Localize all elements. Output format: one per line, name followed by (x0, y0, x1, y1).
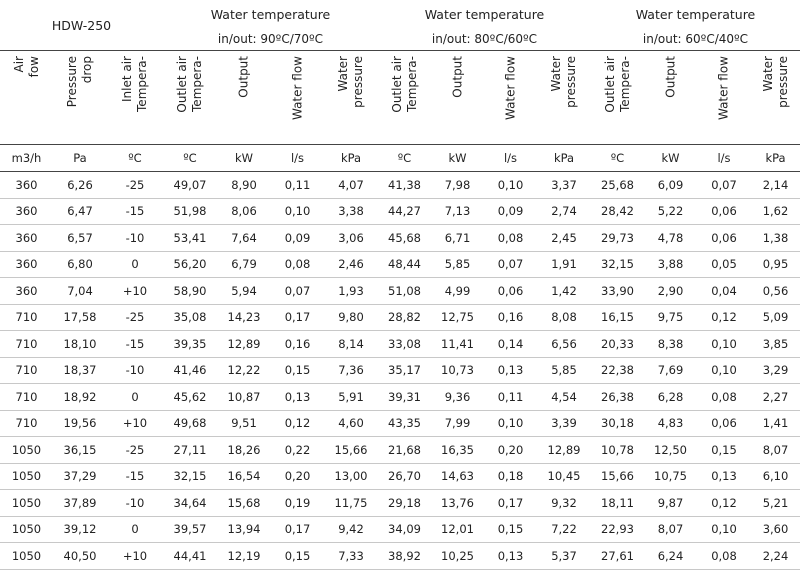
column-header-label: Water pressure (336, 55, 365, 108)
table-cell: 9,36 (431, 384, 484, 411)
table-cell: 27,11 (163, 437, 217, 464)
table-cell: 0,08 (484, 225, 537, 252)
table-cell: 0,11 (484, 384, 537, 411)
table-row (0, 490, 800, 517)
table-cell: 0,95 (751, 251, 800, 278)
table-cell: 12,89 (537, 437, 591, 464)
table-cell: 1,93 (324, 278, 378, 305)
table-cell: 0,15 (697, 437, 751, 464)
table-cell: 8,07 (751, 437, 800, 464)
table-cell: 360 (0, 251, 53, 278)
table-cell: 0,08 (697, 384, 751, 411)
table-cell: 12,50 (644, 437, 697, 464)
table-cell: 710 (0, 304, 53, 331)
table-cell: 27,61 (591, 543, 644, 570)
column-header-label: Water flow (290, 55, 304, 120)
column-header (163, 51, 217, 145)
column-header-label: Outlet air Tempera- (389, 55, 419, 113)
table-cell: 18,10 (53, 331, 107, 358)
table-cell: 18,11 (591, 490, 644, 517)
unit-cell: kW (217, 145, 271, 172)
table-cell: 7,04 (53, 278, 107, 305)
table-cell: -15 (107, 463, 163, 490)
table-cell: 0,18 (484, 463, 537, 490)
group-subtitle-3: in/out: 60ºC/40ºC (591, 28, 800, 51)
table-cell: 0,13 (484, 357, 537, 384)
table-cell: 0,17 (271, 516, 324, 543)
column-header-label: Outlet air Tempera- (602, 55, 632, 113)
group-subtitle-2: in/out: 80ºC/60ºC (378, 28, 591, 51)
table-cell: 6,26 (53, 172, 107, 199)
table-cell: 16,54 (217, 463, 271, 490)
table-cell: 1050 (0, 516, 53, 543)
table-row (0, 410, 800, 437)
column-header (751, 51, 800, 145)
table-cell: 0,12 (271, 410, 324, 437)
table-cell: 0,10 (697, 357, 751, 384)
table-cell: 0,08 (271, 251, 324, 278)
table-row (0, 225, 800, 252)
column-header (644, 51, 697, 145)
table-cell: 0,12 (697, 490, 751, 517)
table-cell: 2,90 (644, 278, 697, 305)
table-cell: 1050 (0, 437, 53, 464)
table-cell: 6,57 (53, 225, 107, 252)
table-cell: 53,41 (163, 225, 217, 252)
table-cell: 58,90 (163, 278, 217, 305)
column-header (107, 51, 163, 145)
table-cell: 0,06 (697, 410, 751, 437)
column-header-label: Output (450, 55, 464, 98)
table-cell: 9,42 (324, 516, 378, 543)
table-cell: 26,38 (591, 384, 644, 411)
table-cell: 5,09 (751, 304, 800, 331)
table-cell: 8,90 (217, 172, 271, 199)
table-cell: 3,39 (537, 410, 591, 437)
table-cell: 6,24 (644, 543, 697, 570)
table-cell: 10,45 (537, 463, 591, 490)
table-cell: 38,92 (378, 543, 431, 570)
table-cell: 0 (107, 251, 163, 278)
table-cell: 41,38 (378, 172, 431, 199)
table-cell: 12,89 (217, 331, 271, 358)
table-cell: 3,85 (751, 331, 800, 358)
table-cell: 710 (0, 331, 53, 358)
table-cell: 0,20 (271, 463, 324, 490)
group-subtitle-1: in/out: 90ºC/70ºC (163, 28, 378, 51)
table-cell: 2,74 (537, 198, 591, 225)
table-cell: +10 (107, 410, 163, 437)
table-cell: 710 (0, 410, 53, 437)
table-cell: 0,11 (271, 172, 324, 199)
table-cell: 2,24 (751, 543, 800, 570)
table-cell: 8,14 (324, 331, 378, 358)
table-cell: 51,98 (163, 198, 217, 225)
table-cell: 13,00 (324, 463, 378, 490)
table-cell: 0,09 (484, 198, 537, 225)
table-cell: 5,21 (751, 490, 800, 517)
table-cell: 6,47 (53, 198, 107, 225)
table-cell: 4,83 (644, 410, 697, 437)
table-cell: 1,42 (537, 278, 591, 305)
table-cell: 4,78 (644, 225, 697, 252)
table-cell: 7,36 (324, 357, 378, 384)
table-cell: 1,62 (751, 198, 800, 225)
table-cell: 7,33 (324, 543, 378, 570)
table-row (0, 304, 800, 331)
table-cell: 45,68 (378, 225, 431, 252)
table-cell: 6,10 (751, 463, 800, 490)
table-cell: 0,06 (484, 278, 537, 305)
unit-cell: Pa (53, 145, 107, 172)
table-cell: 22,38 (591, 357, 644, 384)
unit-cell: kPa (324, 145, 378, 172)
table-cell: 3,37 (537, 172, 591, 199)
table-cell: 5,91 (324, 384, 378, 411)
table-cell: 10,78 (591, 437, 644, 464)
table-row (0, 172, 800, 199)
table-cell: 360 (0, 278, 53, 305)
unit-cell: kPa (537, 145, 591, 172)
column-header (697, 51, 751, 145)
table-cell: 6,56 (537, 331, 591, 358)
table-row (0, 384, 800, 411)
table-cell: 34,64 (163, 490, 217, 517)
table-cell: 25,68 (591, 172, 644, 199)
table-cell: 36,15 (53, 437, 107, 464)
table-cell: 3,06 (324, 225, 378, 252)
table-cell: 37,29 (53, 463, 107, 490)
column-header-label: Water pressure (549, 55, 578, 108)
table-cell: 19,56 (53, 410, 107, 437)
table-cell: 10,73 (431, 357, 484, 384)
column-header (591, 51, 644, 145)
unit-cell: ºC (107, 145, 163, 172)
table-cell: 12,22 (217, 357, 271, 384)
table-row (0, 357, 800, 384)
table-cell: 40,50 (53, 543, 107, 570)
table-cell: 6,80 (53, 251, 107, 278)
table-cell: 28,82 (378, 304, 431, 331)
table-cell: 18,37 (53, 357, 107, 384)
table-cell: -25 (107, 304, 163, 331)
table-cell: 0,05 (697, 251, 751, 278)
table-cell: 0,56 (751, 278, 800, 305)
table-cell: 0,07 (484, 251, 537, 278)
table-cell: 22,93 (591, 516, 644, 543)
column-header-label: Pressure drop (65, 55, 94, 107)
table-cell: -10 (107, 490, 163, 517)
table-cell: 14,23 (217, 304, 271, 331)
table-cell: -15 (107, 331, 163, 358)
table-cell: 0,17 (484, 490, 537, 517)
table-cell: 8,06 (217, 198, 271, 225)
column-header (378, 51, 431, 145)
table-cell: 14,63 (431, 463, 484, 490)
table-cell: 7,69 (644, 357, 697, 384)
table-cell: 2,45 (537, 225, 591, 252)
table-cell: 0,10 (697, 331, 751, 358)
table-cell: 34,09 (378, 516, 431, 543)
table-cell: 4,54 (537, 384, 591, 411)
column-header-label: Water pressure (760, 55, 790, 108)
table-cell: -25 (107, 172, 163, 199)
table-cell: 18,26 (217, 437, 271, 464)
table-cell: 16,15 (591, 304, 644, 331)
table-cell: 35,08 (163, 304, 217, 331)
table-cell: 0,12 (697, 304, 751, 331)
column-header-label: Outlet air Tempera- (175, 55, 204, 113)
table-cell: 44,41 (163, 543, 217, 570)
table-cell: 360 (0, 172, 53, 199)
unit-cell: kW (431, 145, 484, 172)
unit-cell: l/s (484, 145, 537, 172)
table-cell: 28,42 (591, 198, 644, 225)
table-cell: 15,68 (217, 490, 271, 517)
table-cell: 8,08 (537, 304, 591, 331)
table-cell: 0,15 (271, 357, 324, 384)
table-cell: +10 (107, 278, 163, 305)
table-cell: 48,44 (378, 251, 431, 278)
table-cell: 3,38 (324, 198, 378, 225)
table-cell: 710 (0, 384, 53, 411)
table-cell: 39,57 (163, 516, 217, 543)
table-cell: -10 (107, 357, 163, 384)
table-cell: 39,12 (53, 516, 107, 543)
table-cell: +10 (107, 543, 163, 570)
table-cell: 9,80 (324, 304, 378, 331)
table-cell: 3,29 (751, 357, 800, 384)
table-cell: 8,38 (644, 331, 697, 358)
column-header-label: Air fow (11, 55, 41, 77)
table-cell: 8,07 (644, 516, 697, 543)
table-cell: 15,66 (591, 463, 644, 490)
table-cell: 41,46 (163, 357, 217, 384)
table-cell: 12,75 (431, 304, 484, 331)
table-cell: 12,19 (217, 543, 271, 570)
table-cell: 10,75 (644, 463, 697, 490)
table-cell: 5,37 (537, 543, 591, 570)
unit-cell: l/s (697, 145, 751, 172)
table-cell: 0,15 (484, 516, 537, 543)
table-cell: 4,60 (324, 410, 378, 437)
table-row (0, 516, 800, 543)
unit-cell: l/s (271, 145, 324, 172)
group-title-3: Water temperature (635, 6, 756, 22)
table-row (0, 463, 800, 490)
table-cell: 0,08 (697, 543, 751, 570)
table-cell: 0,13 (271, 384, 324, 411)
table-cell: 51,08 (378, 278, 431, 305)
table-cell: 15,66 (324, 437, 378, 464)
column-header (271, 51, 324, 145)
column-header-label: Water flow (716, 55, 731, 120)
table-cell: 33,90 (591, 278, 644, 305)
table-cell: 26,70 (378, 463, 431, 490)
column-header (217, 51, 271, 145)
table-cell: 11,75 (324, 490, 378, 517)
table-cell: 9,32 (537, 490, 591, 517)
table-row (0, 198, 800, 225)
table-cell: 39,35 (163, 331, 217, 358)
table-cell: 4,99 (431, 278, 484, 305)
table-cell: 0,10 (484, 172, 537, 199)
table-row (0, 331, 800, 358)
table-cell: 710 (0, 357, 53, 384)
table-cell: 0,10 (697, 516, 751, 543)
table-cell: 9,87 (644, 490, 697, 517)
table-cell: 0,13 (484, 543, 537, 570)
table-cell: 360 (0, 225, 53, 252)
table-cell: 16,35 (431, 437, 484, 464)
table-cell: 3,60 (751, 516, 800, 543)
table-cell: 0,14 (484, 331, 537, 358)
table-cell: 20,33 (591, 331, 644, 358)
group-title-1: Water temperature (210, 6, 331, 22)
column-header (484, 51, 537, 145)
group-title-2: Water temperature (424, 6, 545, 22)
table-cell: 0,04 (697, 278, 751, 305)
table-cell: 0,13 (697, 463, 751, 490)
table-cell: 360 (0, 198, 53, 225)
column-header-label: Inlet air Tempera- (120, 55, 149, 112)
table-cell: 6,79 (217, 251, 271, 278)
table-cell: 32,15 (591, 251, 644, 278)
table-cell: 6,28 (644, 384, 697, 411)
table-cell: 7,98 (431, 172, 484, 199)
table-cell: -25 (107, 437, 163, 464)
table-cell: 10,25 (431, 543, 484, 570)
table-cell: 29,18 (378, 490, 431, 517)
unit-cell: ºC (378, 145, 431, 172)
table-cell: 45,62 (163, 384, 217, 411)
table-cell: 1050 (0, 463, 53, 490)
table-cell: 5,94 (217, 278, 271, 305)
model-title: HDW-250 (0, 0, 163, 51)
table-cell: 6,09 (644, 172, 697, 199)
column-header-label: Output (236, 55, 251, 98)
table-cell: 5,85 (431, 251, 484, 278)
table-row (0, 278, 800, 305)
table-cell: 29,73 (591, 225, 644, 252)
unit-cell: kW (644, 145, 697, 172)
table-cell: 12,01 (431, 516, 484, 543)
table-cell: -10 (107, 225, 163, 252)
table-cell: 0 (107, 384, 163, 411)
table-cell: 49,68 (163, 410, 217, 437)
table-cell: 0,07 (271, 278, 324, 305)
table-cell: 35,17 (378, 357, 431, 384)
unit-cell: ºC (163, 145, 217, 172)
table-cell: 13,76 (431, 490, 484, 517)
table-cell: 56,20 (163, 251, 217, 278)
table-cell: 7,22 (537, 516, 591, 543)
table-cell: 32,15 (163, 463, 217, 490)
table-cell: 18,92 (53, 384, 107, 411)
column-header (537, 51, 591, 145)
table-cell: 0,16 (484, 304, 537, 331)
table-row (0, 251, 800, 278)
unit-cell: m3/h (0, 145, 53, 172)
table-cell: 7,99 (431, 410, 484, 437)
table-cell: 1,91 (537, 251, 591, 278)
table-cell: 9,75 (644, 304, 697, 331)
table-cell: 21,68 (378, 437, 431, 464)
table-cell: 3,88 (644, 251, 697, 278)
table-cell: 6,71 (431, 225, 484, 252)
unit-cell: kPa (751, 145, 800, 172)
table-cell: 5,85 (537, 357, 591, 384)
table-cell: 2,14 (751, 172, 800, 199)
table-cell: 39,31 (378, 384, 431, 411)
table-cell: 4,07 (324, 172, 378, 199)
table-cell: 0,07 (697, 172, 751, 199)
table-cell: 11,41 (431, 331, 484, 358)
table-cell: 0,16 (271, 331, 324, 358)
table-cell: 30,18 (591, 410, 644, 437)
table-cell: 0,19 (271, 490, 324, 517)
column-header-label: Output (663, 55, 677, 98)
table-cell: 17,58 (53, 304, 107, 331)
table-cell: 13,94 (217, 516, 271, 543)
table-cell: 1,41 (751, 410, 800, 437)
table-cell: 0,10 (271, 198, 324, 225)
column-header-label: Water flow (503, 55, 517, 120)
table-cell: 7,64 (217, 225, 271, 252)
column-header (53, 51, 107, 145)
table-cell: 0,10 (484, 410, 537, 437)
column-header (431, 51, 484, 145)
table-cell: 44,27 (378, 198, 431, 225)
table-cell: 0 (107, 516, 163, 543)
table-cell: 37,89 (53, 490, 107, 517)
table-cell: 1050 (0, 490, 53, 517)
table-cell: 0,09 (271, 225, 324, 252)
table-cell: 0,20 (484, 437, 537, 464)
table-cell: 33,08 (378, 331, 431, 358)
table-cell: 2,46 (324, 251, 378, 278)
table-cell: 10,87 (217, 384, 271, 411)
table-cell: 1,38 (751, 225, 800, 252)
table-cell: 0,17 (271, 304, 324, 331)
table-cell: 0,06 (697, 198, 751, 225)
table-row (0, 437, 800, 464)
table-cell: 1050 (0, 543, 53, 570)
table-row (0, 543, 800, 570)
table-cell: 9,51 (217, 410, 271, 437)
table-cell: 2,27 (751, 384, 800, 411)
column-header (0, 51, 53, 145)
table-cell: 49,07 (163, 172, 217, 199)
table-cell: 43,35 (378, 410, 431, 437)
table-cell: 0,06 (697, 225, 751, 252)
table-cell: 5,22 (644, 198, 697, 225)
table-cell: 0,22 (271, 437, 324, 464)
table-cell: -15 (107, 198, 163, 225)
table-cell: 0,15 (271, 543, 324, 570)
unit-cell: ºC (591, 145, 644, 172)
column-header (324, 51, 378, 145)
table-cell: 7,13 (431, 198, 484, 225)
